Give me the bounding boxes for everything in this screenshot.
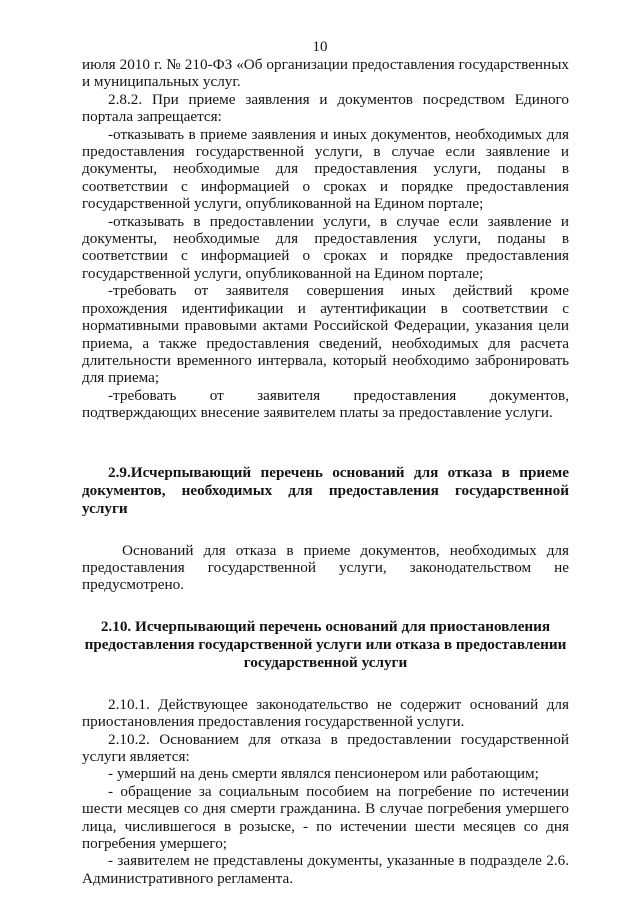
- paragraph-prohibition-2: -отказывать в предоставлении услуги, в случае если заявление и документы, необходимые для предоставления услуги, поданы в соответствии с информацией о сроках и порядке предоставления государственной услуги, опубликованной на Едином портале;: [82, 212, 569, 282]
- paragraph-refusal-3: - заявителем не представлены документы, указанные в подразделе 2.6. Административного регламента.: [82, 852, 569, 887]
- paragraph-refusal-1: - умерший на день смерти являлся пенсионером или работающим;: [108, 765, 539, 783]
- document-body: [82, 56, 569, 887]
- section-heading-2-10: 2.10. Исчерпывающий перечень оснований для приостановления предоставления государственной услуги или отказа в предоставлении государственной услуги: [84, 617, 567, 671]
- section-heading-2-9: 2.9.Исчерпывающий перечень оснований для отказа в приеме документов, необходимых для предоставления государственной услуги: [82, 463, 569, 517]
- paragraph-2-9-text: Оснований для отказа в приеме документов, необходимых для предоставления государственной услуги, законодательством не предусмотрено.: [82, 541, 569, 594]
- paragraph-refusal-2: - обращение за социальным пособием на погребение по истечении шести месяцев со дня смерти гражданина. В случае погребения умершего лица, числившегося в розыске, - по истечении шести месяцев со дня погребения умершего;: [82, 782, 569, 852]
- paragraph-prohibition-3: -требовать от заявителя совершения иных действий кроме прохождения идентификации и аутентификации в соответствии с нормативными правовыми актами Российской Федерации, указания цели приема, а также предоставления сведений, необходимых для расчета длительности временного интервала, который необходимо забронировать для приема;: [82, 282, 569, 387]
- paragraph-2-10-2: 2.10.2. Основанием для отказа в предоставлении государственной услуги является:: [82, 730, 569, 765]
- paragraph-prohibition-1: -отказывать в приеме заявления и иных документов, необходимых для предоставления государственной услуги, в случае если заявление и документы, необходимые для предоставления услуги, поданы в соответствии с информацией о сроках и порядке предоставления государственной услуги, опубликованной на Едином портале;: [82, 125, 569, 213]
- paragraph-prohibition-4: -требовать от заявителя предоставления документов, подтверждающих внесение заявителем платы за предоставление услуги.: [82, 386, 569, 422]
- paragraph-2-8-2: 2.8.2. При приеме заявления и документов посредством Единого портала запрещается:: [82, 90, 569, 126]
- page-number: 10: [312, 39, 328, 55]
- paragraph-2-10-1: 2.10.1. Действующее законодательство не содержит оснований для приостановления предоставления государственной услуги.: [82, 695, 569, 731]
- paragraph-law-reference: июля 2010 г. № 210-ФЗ «Об организации предоставления государственных и муниципальных услуг.: [82, 56, 569, 91]
